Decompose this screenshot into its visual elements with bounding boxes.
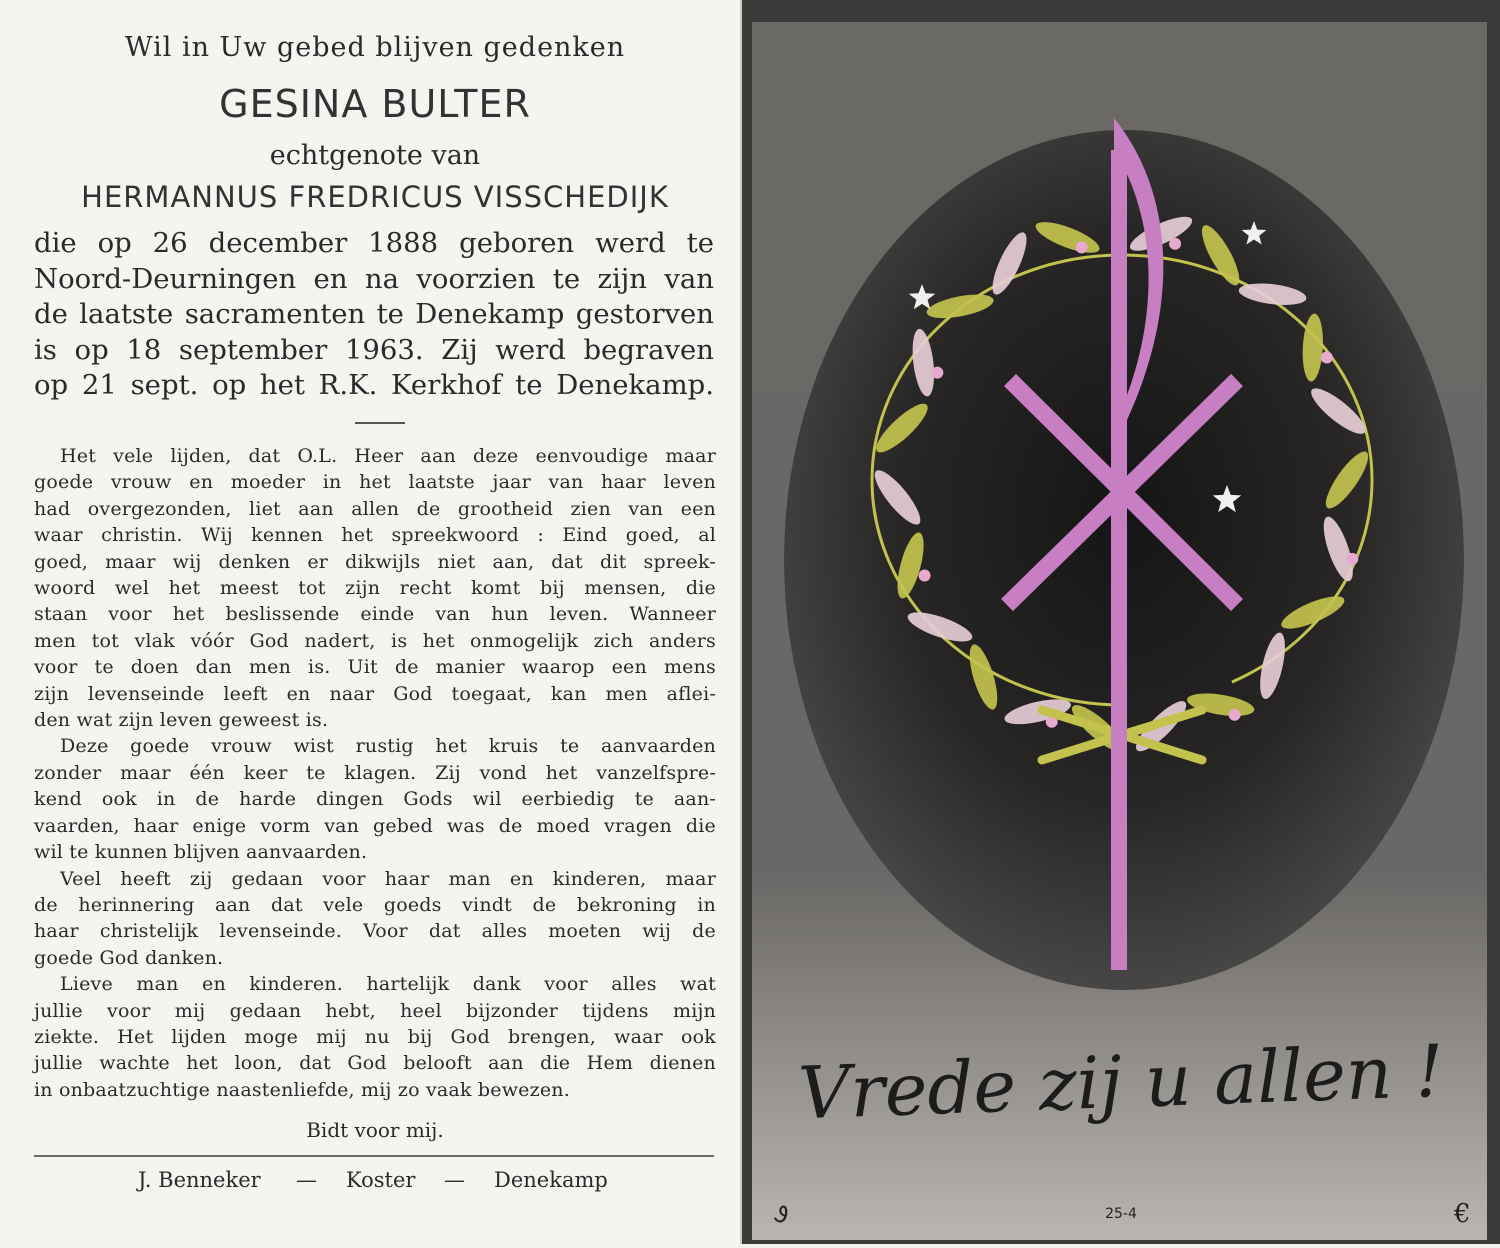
body-line: jullie voor mij gedaan hebt, heel bijzonder tijdens mijn [34, 999, 716, 1022]
bio-line: die op 26 december 1888 geboren werd te [34, 227, 714, 259]
wreath-berry [1229, 709, 1241, 721]
wreath-berry [1321, 352, 1333, 364]
motto: Vrede zij u allen ! [796, 1028, 1446, 1136]
memorial-text-panel [0, 0, 740, 1244]
artist-monogram: Ꮽ [774, 1203, 788, 1228]
body-line: Veel heeft zij gedaan voor haar man en kinderen, maar [60, 867, 716, 890]
body-line: ziekte. Het lijden moge mij nu bij God brengen, waar ook [34, 1025, 716, 1048]
wreath-berry [1076, 241, 1088, 253]
wreath-berry [1169, 238, 1181, 250]
spouse-label: echtgenote van [269, 140, 481, 171]
spouse-name: HERMANNUS FREDRICUS VISSCHEDIJK [81, 180, 669, 214]
intro-line: Wil in Uw gebed blijven gedenken [124, 32, 626, 63]
footer-separator: — [444, 1168, 465, 1192]
bio-line: is op 18 september 1963. Zij werd begraven [34, 333, 714, 366]
footer-divider [34, 1155, 714, 1157]
biography [34, 226, 714, 404]
body-line: goede God danken. [34, 946, 224, 969]
wreath-berry [931, 367, 943, 379]
publisher-mark: € [1454, 1199, 1471, 1229]
body-line: kend ook in de harde dingen Gods wil eerbiedig te aan- [34, 788, 716, 811]
bio-line: Noord-Deurningen en na voorzien te zijn van [34, 262, 714, 295]
body-line: zonder maar één keer te klagen. Zij vond het vanzelfspre- [34, 761, 716, 784]
body-line: Deze goede vrouw wist rustig het kruis te aanvaarden [60, 735, 716, 758]
body-line: de herinnering aan dat vele goeds vindt de bekroning in [34, 893, 716, 916]
body-line: voor te doen dan men is. Uit de manier waarop een mens [34, 656, 716, 679]
footer-middle: Koster [346, 1168, 416, 1192]
bio-line: op 21 sept. op het R.K. Kerkhof te Denekamp. [34, 369, 714, 401]
body-line: den wat zijn leven geweest is. [34, 709, 329, 732]
body-line: had overgezonden, liet aan allen de grootheid zien van een [34, 497, 716, 520]
body-line: jullie wachte het loon, dat God belooft aan die Hem dienen [34, 1052, 716, 1075]
bio-line: de laatste sacramenten te Denekamp gestorven [34, 298, 714, 330]
wreath-berry [919, 570, 931, 582]
body-line: haar christelijk levenseinde. Voor dat alles moeten wij de [34, 920, 716, 943]
body-line: wil te kunnen blijven aanvaarden. [34, 841, 368, 864]
deceased-name: GESINA BULTER [219, 82, 531, 126]
body-line: in onbaatzuchtige naastenliefde, mij zo vaak bewezen. [34, 1078, 570, 1101]
body-line: Het vele lijden, dat O.L. Heer aan deze eenvoudige maar [60, 445, 716, 467]
footer-right: Denekamp [494, 1168, 608, 1192]
footer-separator: — [296, 1168, 317, 1192]
body-line: staan voor het beslissende einde van hun leven. Wanneer [34, 603, 716, 626]
illustration-panel [742, 0, 1500, 1244]
body-line: goed, maar wij denken er dikwijls niet aan, dat dit spreek- [34, 550, 716, 573]
wreath-berry [1346, 553, 1358, 565]
footer-left: J. Benneker [138, 1168, 261, 1192]
body-line: vaarden, haar enige vorm van gebed was de moed vragen die [34, 814, 716, 837]
closing-line: Bidt voor mij. [306, 1118, 444, 1142]
body-line: zijn levenseinde leeft en naar God toegaat, kan men aflei- [34, 682, 716, 705]
body-line: men tot vlak vóór God nadert, is het onmogelijk zich anders [34, 629, 716, 652]
body-line: waar christin. Wij kennen het spreekwoord : Eind goed, al [34, 524, 716, 547]
short-divider [355, 422, 405, 424]
body-line: Lieve man en kinderen. hartelijk dank voor alles wat [60, 973, 716, 996]
eulogy-text [34, 443, 716, 1103]
body-line: woord wel het meest tot zijn recht komt bij mensen, die [34, 577, 716, 600]
rho-staff [1111, 150, 1127, 970]
body-line: goede vrouw en moeder in het laatste jaar van haar leven [34, 471, 716, 494]
print-code: 25-4 [1105, 1206, 1137, 1222]
